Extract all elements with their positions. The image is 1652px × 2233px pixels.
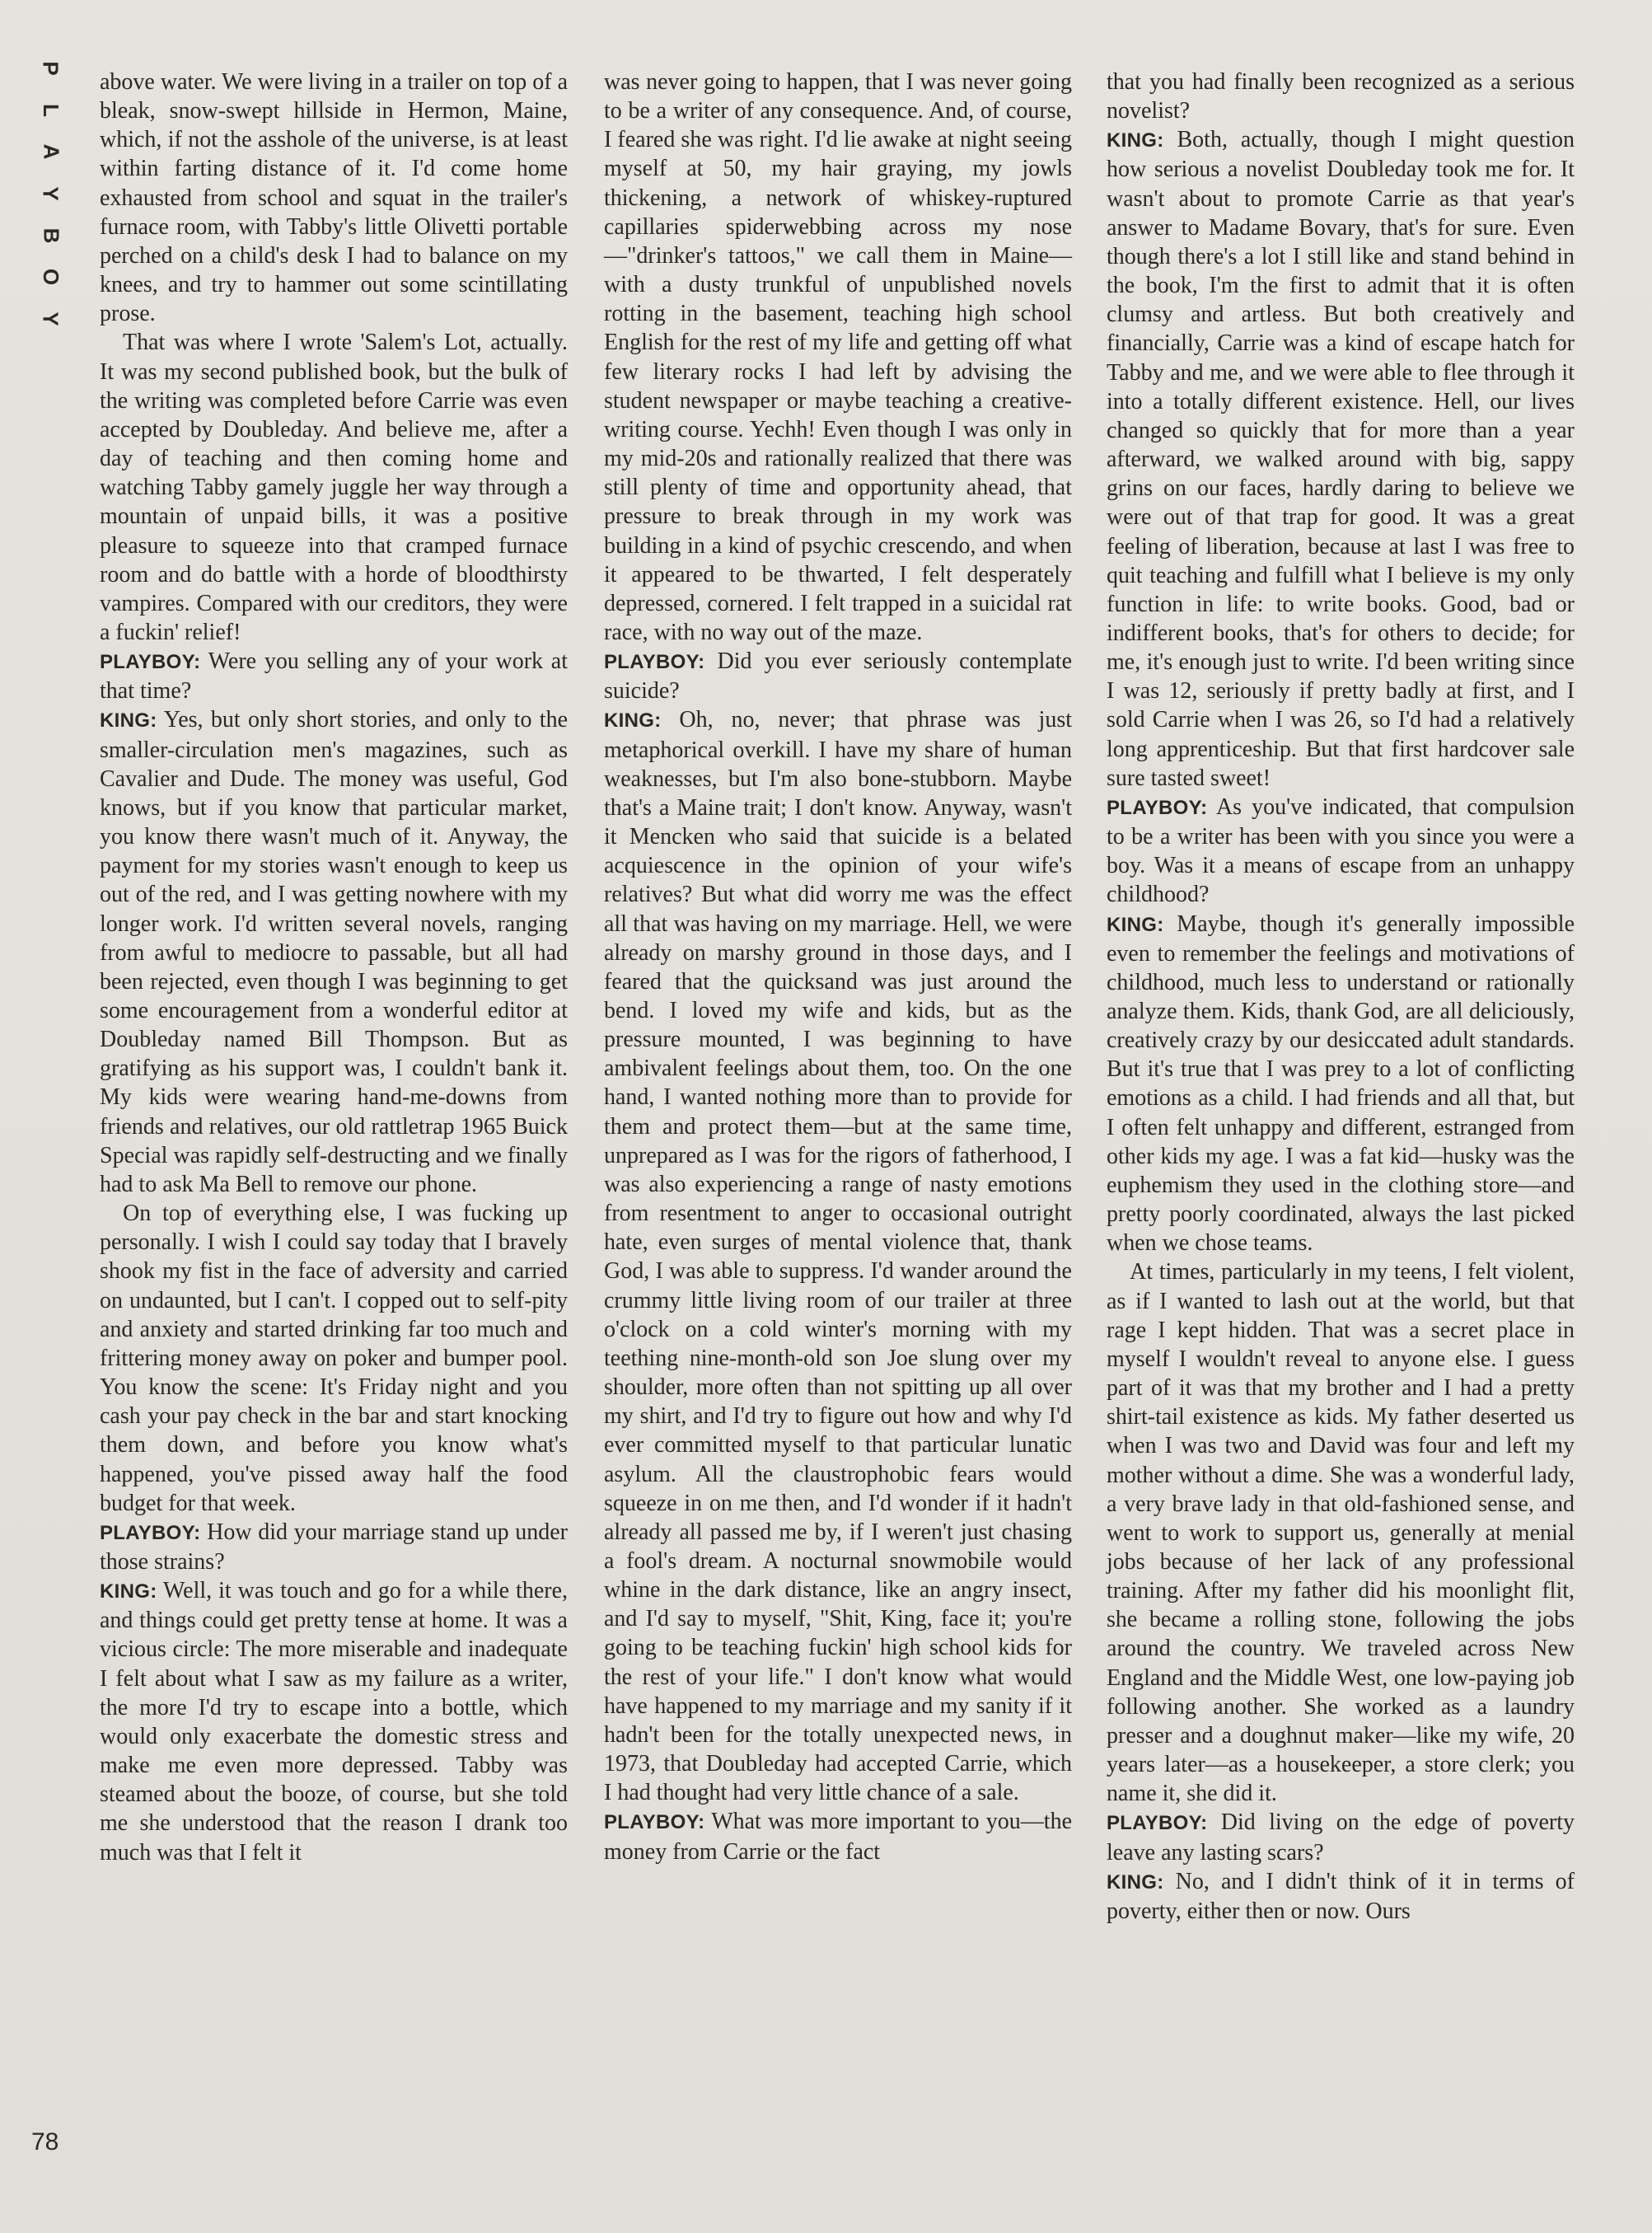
speaker-label: KING: [1107,1870,1164,1894]
paragraph-text: What was more important to you—the money from Carrie or the fact [604,1809,1072,1865]
speaker-label: PLAYBOY: [604,651,705,674]
speaker-label: KING: [1107,129,1164,152]
speaker-label: PLAYBOY: [100,1521,201,1544]
article-paragraph [1107,910,1575,1258]
spine-letter: O [38,269,63,286]
speaker-label: PLAYBOY: [100,651,201,674]
paragraph-text: Maybe, though it's generally impossible even to remember the feelings and motivations of childhood, much less to understand or rationally analyze them. Kids, thank God, are all deliciously, creatively crazy by our desiccated adult standards. But it's true that I was prey to a lot of conflicting emotions as a child. I had friends and all that, but I often felt unhappy and different, estranged from other kids my age. I was a fat kid—husky was the euphemism they used in the clothing store—and pretty poorly coordinated, always the last picked when we chose teams. [1107,911,1575,1257]
paragraph-text: Did you ever seriously contemplate suicide? [604,648,1072,705]
paragraph-text: How did your marriage stand up under those strains? [100,1519,569,1575]
paragraph-text: was never going to happen, that I was never going to be a writer of any consequence. And, of course, I feared she was right. I'd lie awake at night seeing myself at 50, my hair graying, my jowls thickening, a network of whiskey-ruptured capillaries spiderwebbing across my nose—"drinker's tattoos," we call them in Maine—with a dusty trunkful of unpublished novels rotting in the basement, teaching high school English for the rest of my life and getting off what few literary rocks I had left by advising the student newspaper or maybe teaching a creative-writing course. Yechh! Even though I was only in my mid-20s and rationally realized that there was still plenty of time and opportunity ahead, that pressure to break through in my work was building in a kind of psychic crescendo, and when it appeared to be thwarted, I felt desperately depressed, cornered. I felt trapped in a suicidal rat race, with no way out of the maze. [604,69,1072,645]
paragraph-text: On top of everything else, I was fucking up personally. I wish I could say today that I bravely shook my fist in the face of adversity and carried on undaunted, but I can't. I copped out to self-pity and anxiety and started drinking far too much and frittering money away on poker and bumper pool. You know the scene: It's Friday night and you cash your pay check in the bar and start knocking them down, and before you know what's happened, you've pissed away half the food budget for that week. [100,1201,568,1516]
article-paragraph [1107,125,1575,793]
text-column-1 [100,68,568,1867]
paragraph-text: that you had finally been recognized as a serious novelist? [1107,69,1575,124]
article-paragraph [1107,1808,1575,1866]
paragraph-text: As you've indicated, that compulsion to be a writer has been with you since you were a boy. Was it a means of escape from an unhappy childhood? [1107,793,1575,908]
spine-letter: Y [39,186,63,201]
article-paragraph [100,1576,568,1867]
paragraph-text: At times, particularly in my teens, I felt violent, as if I wanted to lash out at the world, but that rage I kept hidden. That was a secret place in myself I wouldn't reveal to anyone else. I guess part of it was that my brother and I had a pretty shirt-tail existence as kids. My father deserted us when I was two and David was four and left my mother without a dime. She was a wonderful lady, a very brave lady in that old-fashioned sense, and went to work to support us, generally at menial jobs because of her lack of any professional training. After my father did his moonlight flit, she became a rolling stone, following the jobs around the country. We traveled across New England and the Middle West, one low-paying job following another. She worked as a laundry presser and a doughnut maker—like my wife, 20 years later—as a housekeeper, a store clerk; you name it, she did it. [1107,1259,1575,1807]
paragraph-text: Both, actually, though I might question how serious a novelist Doubleday took me for. It wasn't about to promote Carrie as that year's answer to Madame Bovary, that's for sure. Even though there's a lot I still like and stand behind in the book, I'm the first to admit that it is often clumsy and artless. But both creatively and financially, Carrie was a kind of escape hatch for Tabby and me, and we were able to flee through it into a totally different existence. Hell, our lives changed so quickly that for more than a year afterward, we walked around with big, sappy grins on our faces, hardly daring to believe we were out of that trap for good. It was a great feeling of liberation, because at last I was free to quit teaching and fulfill what I believe is my only function in life: to write books. Good, bad or indifferent books, that's for others to decide; for me, it's enough just to write. I'd been writing since I was 12, seriously if pretty badly at first, and I sold Carrie when I was 26, so I'd had a relatively long apprenticeship. But that first hardcover sale sure tasted sweet! [1107,127,1575,791]
article-paragraph [604,705,1072,1807]
paragraph-text: Oh, no, never; that phrase was just metaphorical overkill. I have my share of human weaknesses, but I'm also bone-stubborn. Maybe that's a Maine trait; I don't know. Anyway, wasn't it Mencken who said that suicide is a belated acquiescence in the opinion of your wife's relatives? But what did worry me was the effect all that was having on my marriage. Hell, we were already on marshy ground in those days, and I feared that the quicksand was just around the bend. I loved my wife and kids, but as the pressure mounted, I was beginning to have ambivalent feelings about them, too. On the one hand, I wanted nothing more than to provide for them and protect them—but at the same time, unprepared as I was for the rigors of fatherhood, I was also experiencing a range of nasty emotions from resentment to anger to occasional outright hate, even surges of mental violence that, thank God, I was able to suppress. I'd wander around the crummy little living room of our trailer at three o'clock on a cold winter's morning with my teething nine-month-old son Joe slung over my shoulder, more often than not spitting up all over my shirt, and I'd try to figure out how and why I'd ever committed myself to that particular lunatic asylum. All the claustrophobic fears would squeeze in on me then, and I'd wonder if it hadn't already all passed me by, if I weren't just chasing a fool's dream. A nocturnal snowmobile would whine in the dark distance, like an angry insect, and I'd say to myself, "Shit, King, face it; you're going to be teaching fuckin' high school kids for the rest of your life." I don't know what would have happened to my marriage and my sanity if it hadn't been for the totally unexpected news, in 1973, that Doubleday had accepted Carrie, which I had thought had very little chance of a sale. [604,707,1073,1806]
article-paragraph [1107,793,1575,910]
speaker-label: KING: [604,709,662,733]
speaker-label: PLAYBOY: [1107,796,1208,819]
spine-letter: A [39,143,63,160]
text-column-3 [1107,68,1575,1926]
article-paragraph [100,647,568,705]
speaker-label: PLAYBOY: [604,1811,705,1834]
article-paragraph [100,705,568,1199]
article-paragraph [1107,1257,1575,1808]
speaker-label: PLAYBOY: [1107,1812,1208,1835]
article-paragraph [604,647,1072,705]
spine-letter: P [39,61,63,76]
speaker-label: KING: [100,1580,157,1603]
page-number: 78 [31,2128,59,2156]
article-paragraph [1107,1867,1575,1926]
paragraph-text: Were you selling any of your work at that time? [100,648,569,705]
article-paragraph [100,1199,568,1518]
paragraph-text: That was where I wrote 'Salem's Lot, actually. It was my second published book, but the bulk of the writing was completed before Carrie was even accepted by Doubleday. And believe me, after a day of teaching and then coming home and watching Tabby gamely juggle her way through a mountain of unpaid bills, it was a positive pleasure to squeeze into that cramped furnace room and do battle with a horde of bloodthirsty vampires. Compared with our creditors, they were a fuckin' relief! [100,330,568,645]
article-paragraph [604,68,1072,647]
spine-letter: Y [39,311,63,326]
article-paragraph [100,1518,568,1576]
article-paragraph [604,1807,1072,1866]
speaker-label: KING: [100,709,157,733]
spine-letter: B [39,227,63,244]
text-column-2 [604,68,1072,1866]
spine-letter: L [38,103,63,117]
paragraph-text: No, and I didn't think of it in terms of poverty, either then or now. Ours [1107,1868,1575,1924]
paragraph-text: above water. We were living in a trailer on top of a bleak, snow-swept hillside in Hermon, Maine, which, if not the asshole of the universe, is at least within farting distance of it. I'd come home exhausted from school and squat in the trailer's furnace room, with Tabby's little Olivetti portable perched on a child's desk I had to balance on my knees, and try to hammer out some scintillating prose. [100,69,568,327]
speaker-label: KING: [1107,913,1164,936]
paragraph-text: Yes, but only short stories, and only to the smaller-circulation men's magazines, such as Cavalier and Dude. The money was useful, God knows, but if you know that particular market, you know there wasn't much of it. Anyway, the payment for my stories wasn't enough to keep us out of the red, and I was getting nowhere with my longer work. I'd written several novels, ranging from awful to mediocre to passable, but all had been rejected, even though I was beginning to get some encouragement from a wonderful editor at Doubleday named Bill Thompson. But as gratifying as his support was, I couldn't bank it. My kids were wearing hand-me-downs from friends and relatives, our old rattletrap 1965 Buick Special was rapidly self-destructing and we finally had to ask Ma Bell to remove our phone. [100,707,568,1197]
article-paragraph [100,68,568,328]
paragraph-text: Well, it was touch and go for a while there, and things could get pretty tense at home. It was a vicious circle: The more miserable and inadequate I felt about what I saw as my failure as a writer, the more I'd try to escape into a bottle, which would only exacerbate the domestic stress and make me even more depressed. Tabby was steamed about the booze, of course, but she told me she understood that the reason I drank too much was that I felt it [100,1578,568,1866]
paragraph-text: Did living on the edge of poverty leave any lasting scars? [1107,1809,1575,1866]
article-paragraph [1107,68,1575,125]
article-paragraph [100,328,568,647]
spine-label [35,58,68,330]
